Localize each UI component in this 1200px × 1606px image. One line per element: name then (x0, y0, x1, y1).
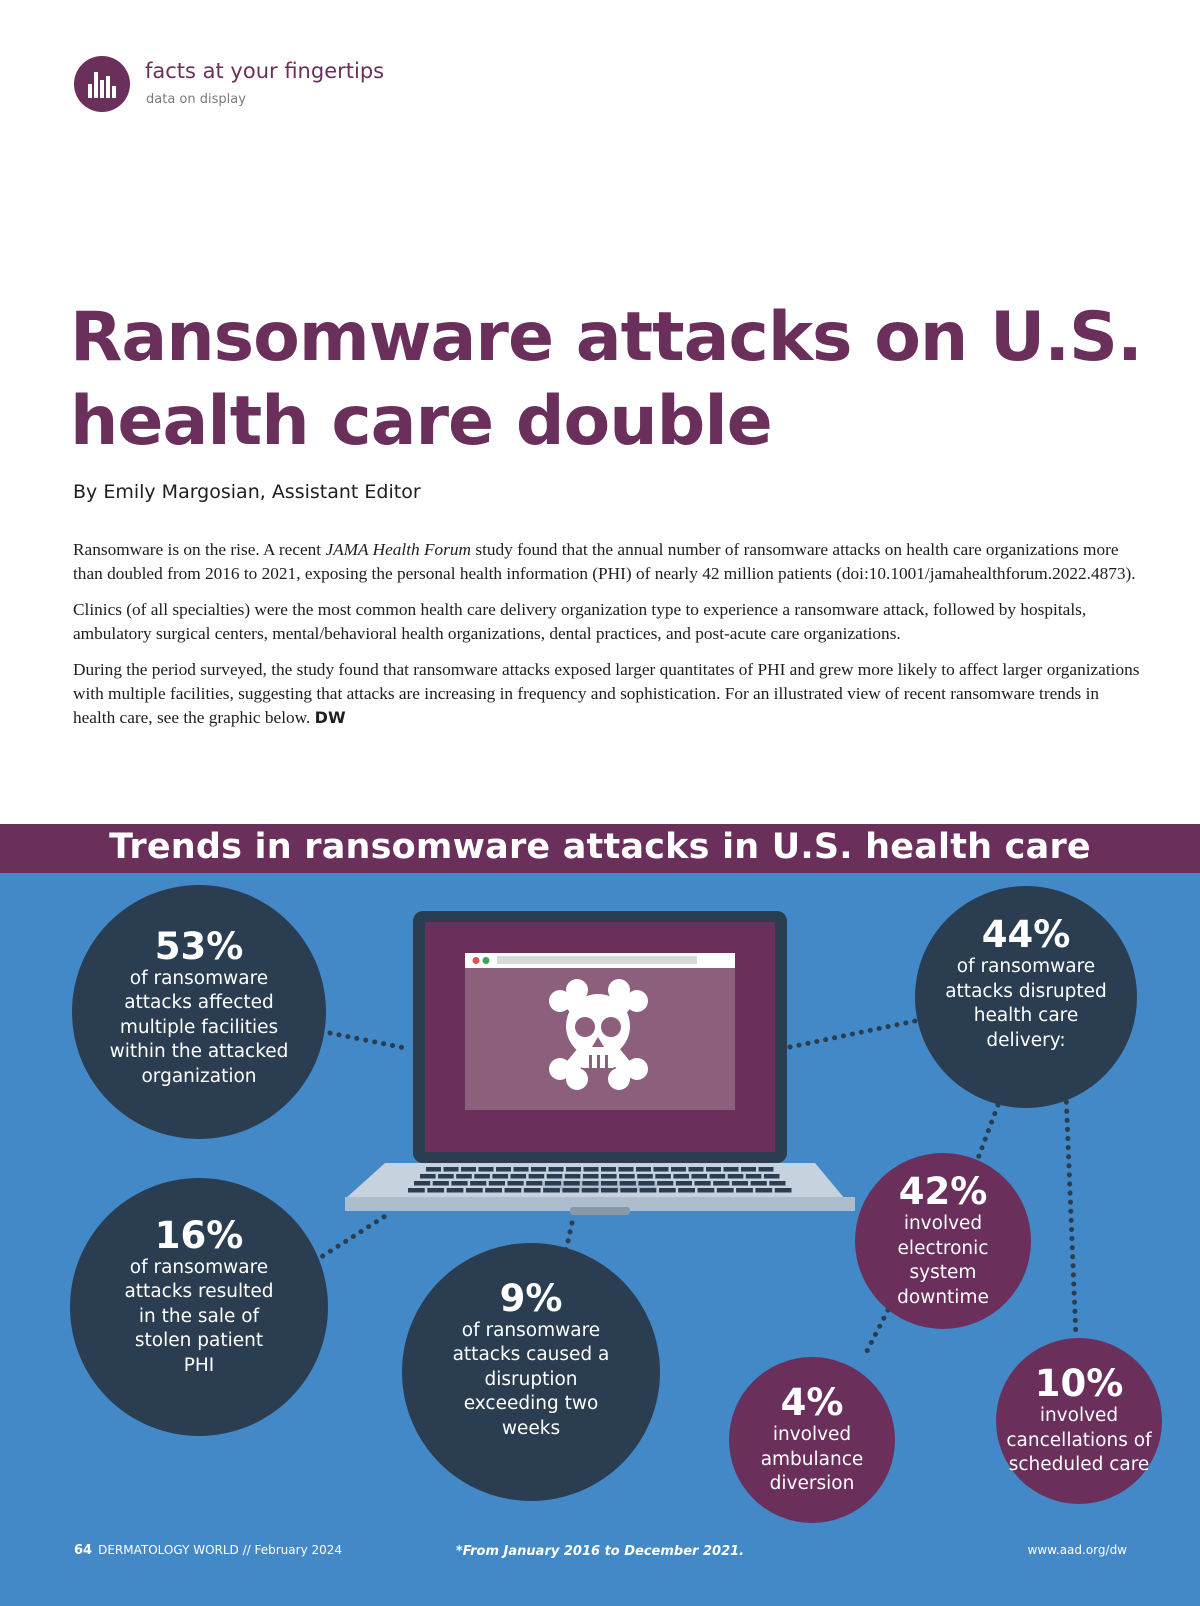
article-headline: Ransomware attacks on U.S. health care double (70, 298, 1142, 461)
keyboard-key (545, 1181, 561, 1186)
keyboard-key (759, 1167, 774, 1172)
keyboard-key (485, 1188, 502, 1193)
stat-circle-care-disrupted (915, 886, 1137, 1108)
keyboard-key (426, 1167, 441, 1172)
keyboard-key (444, 1167, 459, 1172)
keyboard-key (601, 1188, 618, 1193)
keyboard-key (438, 1174, 454, 1179)
keyboard-key (620, 1181, 636, 1186)
keyboard-key (764, 1174, 780, 1179)
stat-circle-stolen-phi (70, 1178, 328, 1436)
laptop-skull-crossbones-icon (345, 911, 855, 1221)
keyboard-key (619, 1174, 635, 1179)
stat-percent: 53% (154, 924, 244, 968)
stat-circle-cancellations (996, 1338, 1162, 1504)
keyboard-key (601, 1174, 617, 1179)
stat-description: of ransomware attacks caused a disruption exceeding two weeks (452, 1319, 610, 1439)
stat-circle-multiple-facilities (72, 885, 326, 1139)
keyboard-key (775, 1188, 792, 1193)
keyboard-key (741, 1167, 756, 1172)
infographic-title: Trends in ransomware attacks in U.S. health care (109, 827, 1091, 867)
stat-description: of ransomware attacks affected multiple facilities within the attacked organization (109, 967, 289, 1087)
keyboard-key (524, 1188, 541, 1193)
stat-description: involved ambulance diversion (760, 1424, 864, 1495)
keyboard-key (732, 1181, 748, 1186)
keyboard-key (529, 1174, 545, 1179)
keyboard-key (414, 1181, 430, 1186)
keyboard-key (582, 1188, 599, 1193)
keyboard-key (728, 1174, 744, 1179)
keyboard-key (565, 1174, 581, 1179)
keyboard-key (640, 1188, 657, 1193)
keyboard-key (671, 1167, 686, 1172)
keyboard-key (583, 1174, 599, 1179)
keyboard-key (470, 1181, 486, 1186)
page-number: 64 (74, 1543, 93, 1558)
keyboard-key (751, 1181, 767, 1186)
keyboard-key (717, 1188, 734, 1193)
keyboard-key (659, 1188, 676, 1193)
keyboard-key (692, 1174, 708, 1179)
keyboard-key (456, 1174, 472, 1179)
keyboard-key (562, 1188, 579, 1193)
bar-chart-icon (74, 56, 130, 112)
stat-description: involved electronic system downtime (897, 1213, 989, 1308)
keyboard-key (657, 1181, 673, 1186)
keyboard-key (427, 1188, 444, 1193)
keyboard-key (433, 1181, 449, 1186)
keyboard-key (619, 1167, 634, 1172)
keyboard-key (724, 1167, 739, 1172)
keyboard-key (601, 1167, 616, 1172)
keyboard-key (620, 1188, 637, 1193)
keyboard-key (601, 1181, 617, 1186)
section-subtitle: data on display (146, 92, 246, 107)
stat-percent: 16% (154, 1213, 244, 1257)
keyboard-key (736, 1188, 753, 1193)
keyboard-key (408, 1188, 425, 1193)
keyboard-key (451, 1181, 467, 1186)
article-byline: By Emily Margosian, Assistant Editor (73, 481, 421, 503)
keyboard-key (655, 1174, 671, 1179)
keyboard-key (564, 1181, 580, 1186)
keyboard-key (508, 1181, 524, 1186)
stat-percent: 42% (898, 1170, 988, 1213)
stat-percent: 44% (981, 913, 1071, 956)
keyboard-key (543, 1188, 560, 1193)
keyboard-key (496, 1167, 511, 1172)
keyboard-key (566, 1167, 581, 1172)
website-url[interactable]: www.aad.org/dw (1027, 1543, 1127, 1557)
keyboard-key (461, 1167, 476, 1172)
stat-description: involved cancellations of scheduled care (1006, 1405, 1152, 1476)
stat-circle-two-week-disruption (402, 1243, 660, 1501)
keyboard-key (549, 1167, 564, 1172)
keyboard-key (474, 1174, 490, 1179)
keyboard-key (636, 1167, 651, 1172)
stat-percent: 4% (780, 1381, 844, 1425)
keyboard-key (755, 1188, 772, 1193)
keyboard-key (584, 1167, 599, 1172)
keyboard-key (713, 1181, 729, 1186)
keyboard-key (492, 1174, 508, 1179)
keyboard-key (654, 1167, 669, 1172)
keyboard-key (511, 1174, 527, 1179)
keyboard-key (637, 1174, 653, 1179)
stat-circle-system-downtime (855, 1153, 1031, 1329)
article-body (73, 538, 1143, 742)
footnote: *From January 2016 to December 2021. (455, 1544, 745, 1559)
keyboard-key (746, 1174, 762, 1179)
keyboard-key (420, 1174, 436, 1179)
keyboard-key (526, 1181, 542, 1186)
infographic-panel (0, 873, 1200, 1606)
keyboard-key (466, 1188, 483, 1193)
keyboard-key (479, 1167, 494, 1172)
stat-description: of ransomware attacks resulted in the sale of stolen patient PHI (124, 1256, 274, 1376)
keyboard-key (710, 1174, 726, 1179)
keyboard-key (676, 1181, 692, 1186)
keyboard-key (673, 1174, 689, 1179)
keyboard-key (582, 1181, 598, 1186)
keyboard-key (489, 1181, 505, 1186)
infographic-title-band (0, 824, 1200, 873)
keyboard-key (695, 1181, 711, 1186)
journal-name: JAMA Health Forum (325, 540, 472, 559)
stat-percent: 10% (1034, 1362, 1124, 1406)
stat-percent: 9% (499, 1276, 563, 1320)
end-mark: DW (314, 708, 346, 727)
keyboard-key (531, 1167, 546, 1172)
keyboard-key (698, 1188, 715, 1193)
keyboard-key (514, 1167, 529, 1172)
paragraph-3: During the period surveyed, the study found that ransomware attacks exposed larger quantitates of PHI and grew more likely to affect larger organizations with multiple facilities, suggesting that attacks are increasing in frequency and sophistication. For an illustrated view of recent ransomware trends in health care, see the graphic below. DW (73, 660, 1140, 727)
keyboard-key (547, 1174, 563, 1179)
stat-description: of ransomware attacks disrupted health care delivery: (945, 956, 1107, 1051)
keyboard-key (638, 1181, 654, 1186)
paragraph-1: Ransomware is on the rise. A recent JAMA Health Forum study found that the annual number of ransomware attacks on health care organizations more than doubled from 2016 to 2021, exposing the personal health information (PHI) of nearly 42 million patients (doi:10.1001/jamahealthforum.2022.4873). (73, 540, 1136, 583)
keyboard-key (447, 1188, 464, 1193)
keyboard-key (706, 1167, 721, 1172)
section-title: facts at your fingertips (145, 59, 385, 83)
stat-circle-ambulance-diversion (729, 1357, 895, 1523)
publication-name: DERMATOLOGY WORLD // February 2024 (98, 1543, 343, 1557)
keyboard-key (769, 1181, 785, 1186)
keyboard-key (678, 1188, 695, 1193)
keyboard-key (505, 1188, 522, 1193)
keyboard-key (689, 1167, 704, 1172)
paragraph-2: Clinics (of all specialties) were the most common health care delivery organization type to experience a ransomware attack, followed by hospitals, ambulatory surgical centers, mental/behavioral health organizations, dental practices, and post-acute care organizations. (73, 600, 1087, 643)
